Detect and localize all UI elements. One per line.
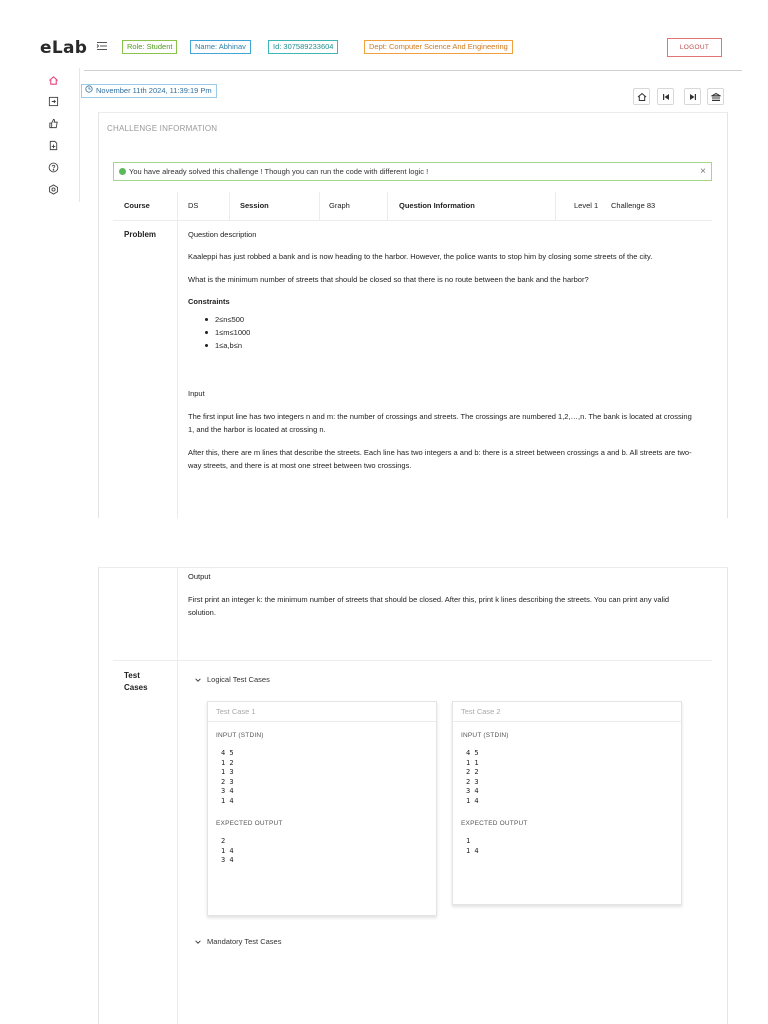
section-title: CHALLENGE INFORMATION	[107, 124, 218, 133]
logical-test-cases-title: Logical Test Cases	[207, 675, 270, 684]
test-case-title: Test Case 1	[208, 702, 436, 722]
test-case-title: Test Case 2	[453, 702, 681, 722]
test-case-input: 4 5 1 2 1 3 2 3 3 4 1 4	[221, 749, 234, 805]
question-desc-heading: Question description	[188, 230, 257, 239]
first-nav-button[interactable]	[657, 88, 674, 105]
challenge-card	[98, 112, 728, 518]
datetime-text: November 11th 2024, 11:39:19 Pm	[96, 86, 212, 95]
sidebar	[40, 68, 80, 202]
input-label: INPUT (STDIN)	[216, 732, 264, 739]
test-cases-label-line-1: Test	[124, 671, 140, 680]
expected-output-label: EXPECTED OUTPUT	[216, 820, 283, 827]
header-divider	[84, 70, 742, 71]
settings-icon[interactable]	[47, 183, 59, 195]
info-table	[113, 192, 712, 221]
problem-paragraph-2: What is the minimum number of streets that should be closed so that there is no route between the bank and the harbor?	[188, 275, 589, 284]
input-heading: Input	[188, 389, 205, 398]
leaderboard-nav-button[interactable]	[707, 88, 724, 105]
output-paragraph: First print an integer k: the minimum number of streets that should be closed. After this, print k lines describing the streets. You can print any valid solution.	[188, 595, 670, 617]
app-logo: eLab	[40, 38, 88, 58]
course-label: Course	[124, 201, 150, 210]
id-badge: Id: 307589233604	[268, 40, 338, 54]
expected-output-label: EXPECTED OUTPUT	[461, 820, 528, 827]
logout-button[interactable]: LOGOUT	[667, 38, 722, 57]
menu-toggle-icon[interactable]	[96, 40, 108, 52]
session-label: Session	[240, 201, 269, 210]
list-item: 1≤m≤1000	[188, 326, 696, 339]
document-icon[interactable]	[47, 139, 59, 151]
skip-forward-icon	[688, 92, 698, 102]
input-paragraph-2: After this, there are m lines that describe the streets. Each line has two integers a and b: there is a street between crossings a and b. All streets are two-way streets, and there is at most one street between two crossings.	[188, 448, 692, 470]
home-nav-button[interactable]	[633, 88, 650, 105]
skip-back-icon	[661, 92, 671, 102]
chevron-down-icon	[194, 938, 202, 946]
problem-paragraph-1: Kaaleppi has just robbed a bank and is now heading to the harbor. However, the police wants to stop him by closing some streets of the city.	[188, 252, 653, 261]
list-item: 2≤n≤500	[188, 313, 696, 326]
input-label: INPUT (STDIN)	[461, 732, 509, 739]
question-info-label: Question Information	[399, 201, 475, 210]
home-icon[interactable]	[47, 74, 59, 86]
name-badge: Name: Abhinav	[190, 40, 251, 54]
challenge-number: Challenge 83	[611, 201, 656, 210]
institution-icon	[711, 92, 721, 102]
test-case-card-1	[207, 701, 437, 916]
test-case-output: 2 1 4 3 4	[221, 837, 234, 864]
session-value: Graph	[329, 201, 350, 210]
close-icon[interactable]: ×	[700, 166, 706, 177]
check-circle-icon	[119, 168, 126, 175]
output-section	[188, 570, 696, 619]
last-nav-button[interactable]	[684, 88, 701, 105]
output-heading: Output	[188, 572, 211, 581]
role-badge: Role: Student	[122, 40, 177, 54]
logical-test-cases-toggle[interactable]	[194, 675, 270, 684]
course-value: DS	[188, 201, 199, 210]
chevron-down-icon	[194, 676, 202, 684]
level-value: Level 1	[574, 201, 599, 210]
clock-icon	[85, 85, 93, 97]
test-cases-label	[124, 670, 148, 694]
datetime-badge	[81, 84, 217, 98]
test-case-card-2	[452, 701, 682, 905]
solved-alert	[113, 162, 712, 181]
problem-label: Problem	[124, 230, 157, 239]
constraints-heading: Constraints	[188, 297, 230, 306]
help-icon[interactable]	[47, 161, 59, 173]
test-cases-label-line-2: Cases	[124, 683, 148, 692]
list-item: 1≤a,b≤n	[188, 339, 696, 352]
problem-description	[188, 228, 696, 472]
constraints-list	[188, 313, 696, 352]
home-icon	[637, 92, 647, 102]
challenge-card-continued	[98, 567, 728, 1024]
test-case-input: 4 5 1 1 2 2 2 3 3 4 1 4	[466, 749, 479, 805]
login-icon[interactable]	[47, 95, 59, 107]
dept-badge: Dept: Computer Science And Engineering	[364, 40, 513, 54]
input-paragraph-1: The first input line has two integers n and m: the number of crossings and streets. The crossings are numbered 1,2,…,n. The bank is located at crossing 1, and the harbor is located at crossing n.	[188, 412, 692, 434]
alert-text: You have already solved this challenge ! Though you can run the code with different logic !	[129, 167, 429, 176]
mandatory-test-cases-toggle[interactable]	[194, 937, 281, 946]
mandatory-test-cases-title: Mandatory Test Cases	[207, 937, 282, 946]
test-case-output: 1 1 4	[466, 837, 479, 855]
thumbs-up-icon[interactable]	[47, 117, 59, 129]
